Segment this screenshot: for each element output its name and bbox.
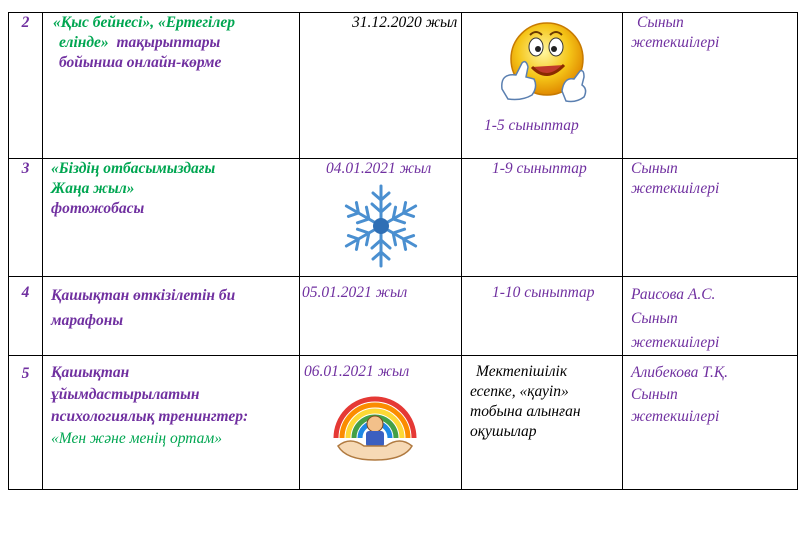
participants-cell (462, 13, 623, 159)
participants-cell (462, 356, 623, 490)
table-row (9, 277, 798, 356)
row-number (9, 13, 43, 159)
responsible-cell (623, 356, 798, 490)
event-line: Жаңа жыл» (51, 180, 135, 197)
responsible-line: Сынып (631, 386, 678, 403)
responsible-line: жетекшілері (631, 34, 720, 51)
table-row (9, 159, 798, 277)
event-line: елінде» тақырыптары (59, 34, 221, 51)
row-number-text: 3 (21, 160, 30, 177)
date-text: 06.01.2021 жыл (304, 363, 410, 380)
responsible-cell (623, 159, 798, 277)
responsible-line: жетекшілері (631, 180, 720, 197)
row-number (9, 159, 43, 277)
event-line: «Мен және менің ортам» (51, 430, 223, 447)
responsible-cell (623, 277, 798, 356)
date-text: 05.01.2021 жыл (302, 284, 408, 301)
date-cell (300, 356, 462, 490)
participants-line: оқушылар (470, 423, 537, 440)
snowflake-icon (336, 181, 426, 271)
event-line: Қашықтан өткізілетін би (51, 287, 236, 304)
responsible-line: Сынып (631, 160, 678, 177)
responsible-line: жетекшілері (631, 408, 720, 425)
row-number (9, 356, 43, 490)
participants-line: есепке, «қауіп» (470, 383, 569, 400)
responsible-cell (623, 13, 798, 159)
date-text: 04.01.2021 жыл (326, 160, 432, 177)
event-line: бойынша онлайн-көрме (59, 54, 222, 71)
date-cell (300, 13, 462, 159)
participants-cell (462, 277, 623, 356)
event-line: ұйымдастырылатын (51, 386, 200, 403)
event-line: психологиялық тренингтер: (51, 408, 249, 425)
row-number (9, 277, 43, 356)
event-line: Қашықтан (51, 364, 130, 381)
event-cell (43, 277, 300, 356)
table-row (9, 356, 798, 490)
date-cell (300, 159, 462, 277)
responsible-line: Сынып (637, 14, 684, 31)
event-line: «Біздің отбасымыздағы (51, 160, 216, 177)
event-cell (43, 13, 300, 159)
events-table (8, 12, 798, 490)
responsible-line: Раисова А.С. (631, 286, 716, 303)
date-cell (300, 277, 462, 356)
event-cell (43, 356, 300, 490)
event-line: фотожобасы (51, 200, 145, 217)
event-line: марафоны (51, 312, 124, 329)
date-text: 31.12.2020 жыл (352, 14, 458, 31)
row-number-text: 5 (21, 365, 30, 382)
participants-line: Мектепішілік (476, 363, 568, 380)
event-cell (43, 159, 300, 277)
participants-cell (462, 159, 623, 277)
table-row (9, 13, 798, 159)
participants-line: тобына алынған (470, 403, 581, 420)
smiley-thumbs-up-icon (492, 17, 592, 113)
row-number-text: 2 (21, 14, 30, 31)
row-number-text: 4 (21, 284, 30, 301)
responsible-line: жетекшілері (631, 334, 720, 351)
rainbow-child-hands-icon (330, 386, 420, 464)
participants-text: 1-5 сыныптар (484, 117, 579, 134)
responsible-line: Сынып (631, 310, 678, 327)
participants-text: 1-10 сыныптар (492, 284, 595, 301)
event-line: «Қыс бейнесі», «Ертегілер (53, 14, 235, 31)
responsible-line: Алибекова Т.Қ. (631, 364, 728, 381)
participants-text: 1-9 сыныптар (492, 160, 587, 177)
